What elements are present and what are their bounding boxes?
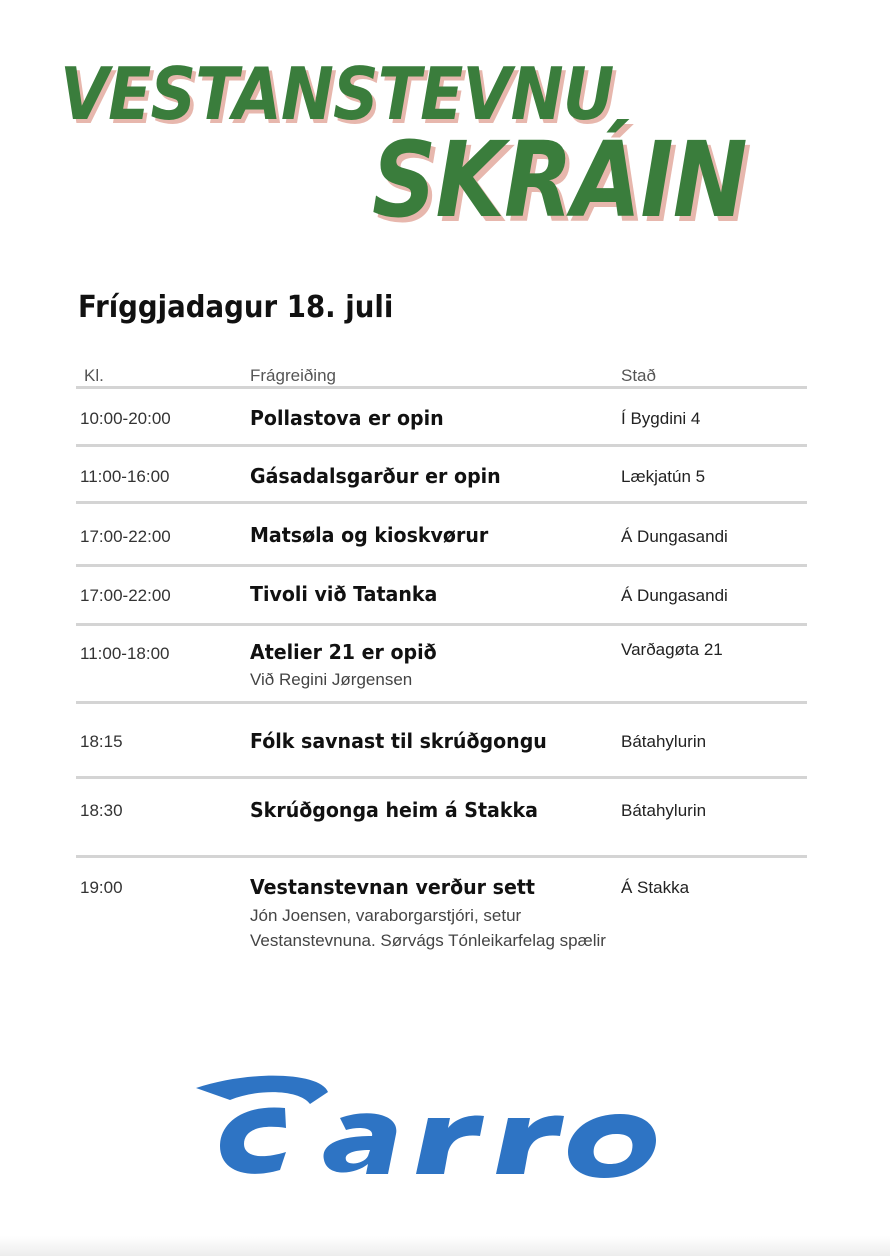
row-divider (76, 623, 807, 626)
row-divider (76, 444, 807, 447)
row-time: 17:00-22:00 (80, 527, 171, 546)
row-place: Á Dungasandi (621, 527, 728, 546)
row-title: Tivoli við Tatanka (250, 582, 438, 606)
row-time: 11:00-18:00 (80, 644, 170, 663)
column-header-description: Frágreiðing (250, 366, 336, 385)
row-time: 19:00 (80, 878, 123, 897)
day-heading: Fríggjadagur 18. juli (78, 290, 394, 325)
row-title: Skrúðgonga heim á Stakka (250, 798, 538, 822)
row-time: 11:00-16:00 (80, 467, 170, 486)
row-place: Bátahylurin (621, 801, 707, 820)
row-place: Lækjatún 5 (621, 467, 706, 486)
row-title: Fólk savnast til skrúðgongu (250, 729, 547, 753)
row-divider (76, 701, 807, 704)
title-line-1: VESTANSTEVNU (60, 52, 614, 136)
row-time: 10:00-20:00 (80, 409, 171, 428)
row-place: Á Stakka (621, 878, 690, 897)
row-place: Í Bygdini 4 (621, 409, 701, 428)
row-title: Pollastova er opin (250, 406, 444, 430)
row-title: Gásadalsgarður er opin (250, 464, 501, 488)
column-header-place: Stað (621, 366, 656, 385)
row-subtitle: Jón Joensen, varaborgarstjóri, setur Vestanstevnuna. Sørvágs Tónleikarfelag spælir (250, 906, 606, 950)
title-line-2: SKRÁIN (372, 119, 747, 241)
row-divider (76, 776, 807, 779)
row-divider (76, 855, 807, 858)
row-place: Varðagøta 21 (621, 640, 723, 659)
row-divider (76, 501, 807, 504)
row-place: Á Dungasandi (621, 586, 728, 605)
row-place: Bátahylurin (621, 732, 707, 751)
row-time: 18:30 (80, 801, 123, 820)
row-time: 17:00-22:00 (80, 586, 171, 605)
row-title: Vestanstevnan verður sett (250, 875, 536, 899)
row-title: Matsøla og kioskvørur (250, 523, 489, 547)
column-header-time: Kl. (84, 366, 104, 385)
carro-logo (190, 1070, 690, 1180)
page-bottom-edge (0, 1236, 890, 1256)
header-divider (76, 386, 807, 389)
row-divider (76, 564, 807, 567)
row-title: Atelier 21 er opið (250, 640, 437, 664)
row-time: 18:15 (80, 732, 123, 751)
row-subtitle: Við Regini Jørgensen (250, 670, 413, 689)
